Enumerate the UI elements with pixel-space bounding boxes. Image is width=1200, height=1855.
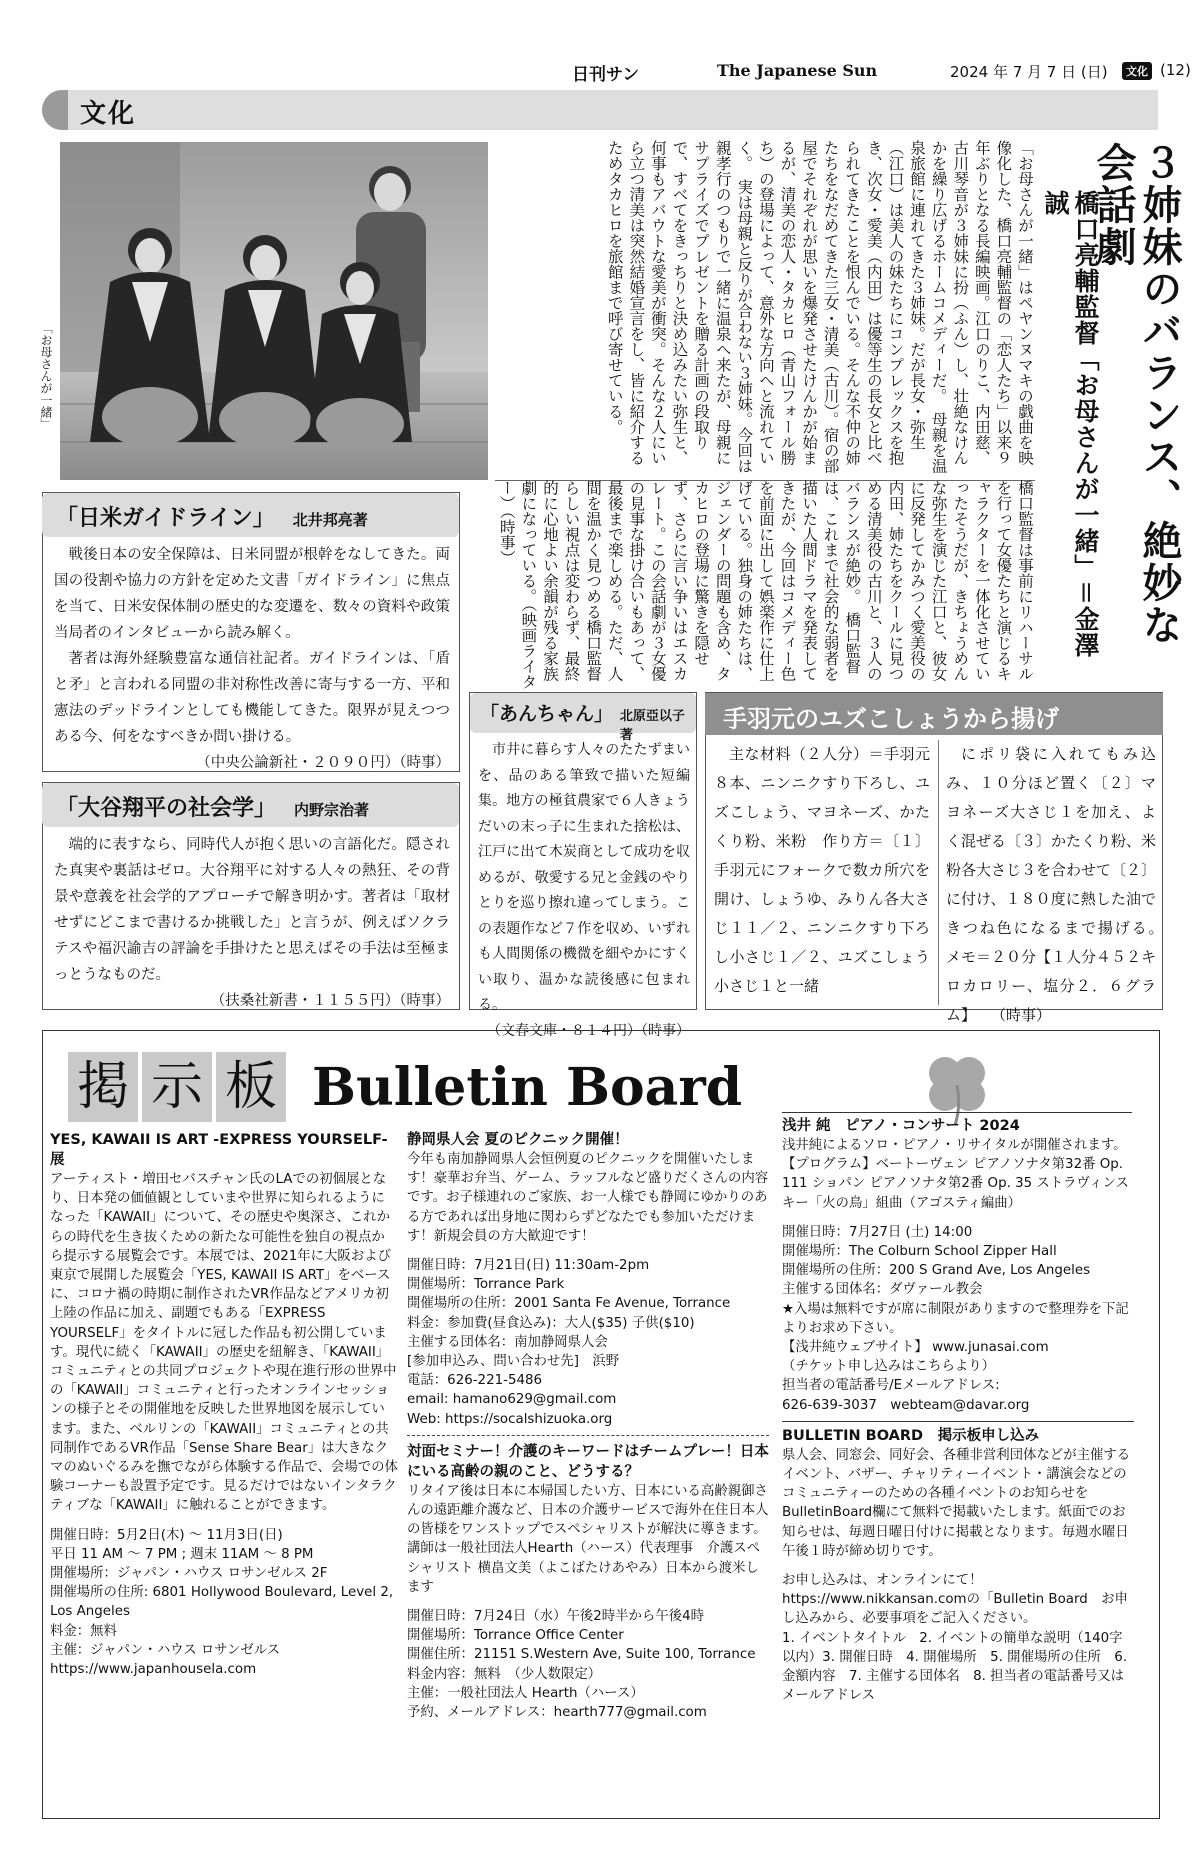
film-still-illustration [60, 142, 488, 480]
event-body: アーティスト・増田セバスチャン氏のLAでの初個展となり、日本発の価値観としていまや世界に知られるようになった「KAWAII」について、その歴史や奥深さ、これからの時代を生き抜くための新たな可能性を独自の視点から提示する展覧会です。本展では、2021年に大阪および東京で展開した展覧会「YES, KAWAII IS ART」をベースに、コロナ禍の時期に制作されたVR作品などアメリカ初上陸の作品に加え、副題でもある「EXPRESS YOURSELF」をタイトルに冠した作品も初公開しています。現代に続く「KAWAII」の歴史を紐解き、「KAWAII」コミュニティとの共同プロジェクトや現在進行形の世界中の「KAWAII」コミュニティと行ったオンラインセッションの様子とその開催地を反映した世界地図を展示しています。また、ベルリンの「KAWAII」コミュニティとの共同制作であるVR作品「Sense Share Bear」は大きなクマのぬいぐるみを撫でながら体験する作品で、会場での体験コーナーも設置予定です。見るだけではないインタラクティブな「KAWAII」に触れることができます。 [50, 1172, 398, 1514]
recipe-column-divider [938, 740, 939, 1005]
event-venue: 開催場所：Torrance Office Center [407, 1628, 624, 1644]
event-web: Web: https://socalshizuoka.org [407, 1411, 613, 1427]
recipe-text: 主な材料（２人分）＝手羽元８本、ニンニクすり下ろし、ユズこしょう、マヨネーズ、かたくり粉、米粉 作り方＝〔１〕手羽元にフォークで数カ所穴を開け、しょうゆ、みりん各大さじ１１／２、ニンニクすり下ろし小さじ１／２、ユズこしょう小さじ１と一緒 [714, 745, 930, 995]
recipe-column-1 [714, 740, 930, 1001]
photo-caption: 「お母さんが一緒」 [39, 322, 53, 430]
spacer [50, 1516, 398, 1526]
book-author: 北原亞以子著 [619, 709, 685, 743]
book-review-title-bar [42, 493, 459, 537]
event-fee: 料金：無料 [50, 1623, 117, 1639]
event-address: 開催場所の住所: 6801 Hollywood Boulevard, Level 2, Los Angeles [50, 1585, 394, 1620]
event-heading: 静岡県人会 夏のピクニック開催！ [407, 1132, 629, 1148]
book-review-paragraph: 端的に表すなら、同時代人が抱く思いの言語化だ。隠された真実や裏話はゼロ。大谷翔平に対する人々の熱狂、その背景や意義を社会学的アプローチで解き明かす。著者は「取材せずにどこまで書けるか挑戦した」と言うが、例えばソクラテスや福沢諭吉の評論を手掛けたと思えばその手法は至極まっとうなものだ。 [54, 837, 450, 983]
event-fee: 料金内容：無料 （少人数限定） [407, 1666, 602, 1682]
event-organizer: 主催：ジャパン・ハウス ロサンゼルス [50, 1642, 281, 1658]
event-note: ★入場は無料ですが席に制限がありますので整理券を下記よりお求め下さい。 [782, 1301, 1129, 1336]
book-review-title-bar [470, 693, 696, 743]
book-author: 北井邦亮著 [292, 511, 368, 529]
event-phone: 電話：626-221-5486 [407, 1373, 543, 1389]
recipe-column-2 [946, 740, 1172, 1030]
submission-body: 県人会、同窓会、同好会、各種非営利団体などが主催するイベント、バザー、チャリティーイベント・講演会などのコミュニティーのための各種イベントのお知らせをBulletinBoard欄にて無料で掲載いたします。紙面でのお知らせは、毎週日曜日付けに掲載となります。毎週水曜日午後１時が締め切りです。 [782, 1447, 1131, 1559]
event-ticket: （チケット申し込みはこちらより） [782, 1359, 996, 1375]
event-heading: YES, KAWAII IS ART -EXPRESS YOURSELF-展 [50, 1132, 388, 1168]
event-contact: 626-639-3037 webteam@davar.org [782, 1397, 1030, 1413]
event-heading: 浅井 純 ピアノ・コンサート 2024 [782, 1118, 1020, 1134]
feature-headline: ３姉妹のバランス、絶妙な会話劇 [1090, 142, 1183, 646]
event-address: 開催場所の住所：200 S Grand Ave, Los Angeles [782, 1263, 1091, 1279]
book-source: （中央公論新社・２０９０円）（時事） [196, 755, 450, 771]
event-contact: [参加申込み、問い合わせ先] 浜野 [407, 1354, 620, 1370]
film-still-photo [60, 142, 488, 480]
paper-name: 日刊サン [572, 65, 640, 85]
event-date: 開催日時：7月21日(日) 11:30am-2pm [407, 1258, 650, 1274]
book-review-paragraph: 戦後日本の安全保障は、日米同盟が根幹をなしてきた。両国の役割や協力の方針を定めた文書「ガイドライン」に焦点を当て、日米安保体制の歴史的な変遷を、数々の資料や政策当局者のインタビューから読み解く。 [54, 547, 450, 641]
section-header-cap [42, 90, 68, 130]
kanji-char: 板 [216, 1052, 286, 1122]
book-title: 「あんちゃん」 [480, 703, 614, 725]
spacer [407, 1597, 769, 1607]
feature-subhead: 橋口亮輔監督「お母さんが一緒」＝金澤誠 [1041, 190, 1100, 659]
section-badge: 文化 [1122, 62, 1152, 80]
event-hours: 平日 11 AM 〜 7 PM ; 週末 11AM 〜 8 PM [50, 1546, 314, 1562]
spacer [407, 1246, 769, 1256]
book-review-title-bar [42, 783, 459, 827]
event-body: リタイア後は日本に本帰国したい方、日本にいる高齢親御さんの遠距離介護など、日本の介護サービスで海外在住日本人の皆様をワンストップでスペシャリストが解決に導きます。講師は一般社団法人Hearth（ハース）代表理事 介護スペシャリスト 横畠文美（よこばたけあやみ）日本から渡米します [407, 1483, 769, 1595]
bulletin-middle-column [407, 1130, 769, 1722]
event-organizer: 主催：一般社団法人 Hearth（ハース） [407, 1685, 644, 1701]
submission-heading: BULLETIN BOARD 掲示板申し込み [782, 1427, 1040, 1444]
book-title: 「大谷翔平の社会学」 [56, 795, 277, 821]
kanji-char: 掲 [68, 1052, 138, 1122]
feature-body-lower: 橋口監督は事前にリハーサルを行って女優たちと演じるキャラクターを一体化させていったそうだが、きちょうめんな弥生を演じた江口と、彼女に反発してかみつく愛美役の内田、姉たちをクールに見つめる清美役の古川と、３人のバランスが絶妙。 橋口監督は、これまで社会的な弱者を描いた人間ドラマを発表してきたが、今回はコメディー色を前面に出して娯楽作に仕上げている。独身の姉たちは、ジェンダーの問題も含め、タカヒロの登場に驚きを隠せず、さらに言い争いはエスカレート。この会話劇が３女優の見事な掛け合いもあって、最後まで楽しめる。ただ、人間を温かく見つめる橋口監督らしい視点は変わらず、最終的に心地よい余韻が残る家族劇になっている。（映画ライター）（時事） [497, 480, 1034, 690]
event-venue: 開催場所：ジャパン・ハウス ロサンゼルス 2F [50, 1566, 328, 1582]
kanji-char: 示 [142, 1052, 212, 1122]
page-number: (12) [1160, 61, 1191, 79]
event-address: 開催住所：21151 S.Western Ave, Suite 100, Torrance [407, 1647, 756, 1663]
bulletin-board-english: Bulletin Board [312, 1056, 743, 1118]
event-date: 開催日時：5月2日(木) 〜 11月3日(日) [50, 1527, 283, 1543]
issue-date: 2024 年 7 月 7 日 (日) [950, 63, 1108, 81]
event-heading: 対面セミナー！介護のキーワードはチームプレー！日本にいる高齢の親のこと、どうする？ [407, 1443, 769, 1480]
event-reserve: 予約、メールアドレス：hearth777@gmail.com [407, 1705, 707, 1721]
submission-apply: お申し込みは、オンラインにて！https://www.nikkansan.comの「Bulletin Board お申し込みから、必要事項をご記入ください。 [782, 1573, 1128, 1627]
event-website: 【浅井純ウェブサイト】 www.junasai.com [782, 1340, 1049, 1356]
event-organizer: 主催する団体名：南加静岡県人会 [407, 1334, 608, 1350]
book-review-body [478, 738, 690, 1044]
event-contact-label: 担当者の電話番号/Eメールアドレス: [782, 1378, 1000, 1394]
event-url: https://www.japanhousela.com [50, 1662, 257, 1678]
event-address: 開催場所の住所：2001 Santa Fe Avenue, Torrance [407, 1296, 731, 1312]
event-fee: 料金：参加費(昼食込み)：大人($35) 子供($10) [407, 1315, 695, 1331]
event-venue: 開催場所：The Colburn School Zipper Hall [782, 1244, 1057, 1260]
section-label: 文化 [80, 99, 137, 129]
event-date: 開催日時：7月24日（水）午後2時半から午後4時 [407, 1609, 705, 1625]
bulletin-right-top-rule [782, 1112, 1132, 1113]
section-header [42, 90, 1158, 130]
book-author: 内野宗治著 [294, 801, 370, 819]
event-organizer: 主催する団体名：ダヴァール教会 [782, 1282, 983, 1298]
event-date: 開催日時：7月27日 (土) 14:00 [782, 1224, 973, 1240]
masthead [42, 58, 1191, 85]
feature-body-upper: 「お母さんが一緒」はペヤンヌマキの戯曲を映像化した、橋口亮輔監督の「恋人たち」以来９年ぶりとなる長編映画。江口のりこ、内田慈、古川琴音が３姉妹に扮（ふん）し、壮絶なけんかを繰り広げるホームコメディーだ。 母親を温泉旅館に連れてきた３姉妹。だが長女・弥生（江口）は美人の妹たちにコンプレックスを抱き、次女・愛美（内田）は優等生の長女と比べられてきたことを恨んでいる。そんな不仲の姉たちをなだめてきた三女・清美（古川）。宿の部屋でそれぞれが思いを爆発させたけんかが始まるが、清美の恋人・タカヒロ（青山フォール勝ち）の登場によって、意外な方向へと流れていく。 実は母親と反りが合わない３姉妹。今回は親孝行のつもりで一緒に温泉へ来たが、母親にサプライズでプレゼントを贈る計画の段取りで、すべてをきっちりと決め込みたい弥生と、何事もアバウトな愛美が衝突。そんな２人にいら立つ清美は突然結婚宣言をし、皆に紹介するためタカヒロを旅館まで呼び寄せている。 [605, 140, 1034, 474]
paper-english-name: The Japanese Sun [717, 61, 878, 80]
event-body: 浅井純によるソロ・ピアノ・リサイタルが開催されます。 【プログラム】ベートーヴェン ピアノソナタ第32番 Op. 111 ショパン ピアノソナタ第2番 Op. 35 ストラヴィンスキー「火の鳥」組曲（アゴスティ編曲） [782, 1138, 1134, 1211]
bulletin-board-title [68, 1052, 742, 1122]
event-body: 今年も南加静岡県人会恒例夏のピクニックを開催いたします！豪華お弁当、ゲーム、ラッフルなど盛りだくさんの内容です。お子様連れのご家族、お一人様でも静岡にゆかりのある方であれば出身地に関わらずどなたでも参加いただけます！新規会員の方大歓迎です！ [407, 1152, 769, 1244]
submission-items: 1. イベントタイトル 2. イベントの簡単な説明（140字以内）3. 開催日時 4. 開催場所 5. 開催場所の住所 6. 金額内容 7. 主催する団体名 8. 担当者の電話番号又はメールアドレス [782, 1630, 1128, 1704]
book-review-paragraph: 著者は海外経験豊富な通信社記者。ガイドラインは、「盾と矛」と言われる同盟の非対称性改善に寄与する一方、平和憲法のデッドラインとしても機能してきた。限界が見えつつある今、何をなすべきか問い掛ける。 [54, 651, 450, 745]
event-venue: 開催場所：Torrance Park [407, 1277, 565, 1293]
section-rule [782, 1421, 1134, 1422]
recipe-title: 手羽元のユズこしょうから揚げ [705, 693, 1163, 735]
book-review-body [54, 832, 450, 1014]
book-review-body [54, 542, 450, 776]
book-review-paragraph: 市井に暮らす人々のたたずまいを、品のある筆致で描いた短編集。地方の極貧農家で６人きょうだいの末っ子に生まれた捨松は、江戸に出て木炭商として成功を収めるが、敬愛する兄と金銭のやりとりを巡り擦れ違ってしまう。この表題作など７作を収め、いずれも人間関係の機微を細やかにすくい取り、温かな読後感に包まれる。 [478, 742, 690, 1013]
recipe-text: にポリ袋に入れてもみ込み、１０分ほど置く〔２〕マヨネーズ大さじ１を加え、よく混ぜる〔３〕かたくり粉、米粉各大さじ３を合わせて〔２〕に付け、１８０度に熱した油できつね色になるまで揚げる。 メモ＝２０分【１人分４５２キロカロリー、塩分２．６グラム】 （時事） [946, 745, 1172, 1024]
bulletin-board-kanji [68, 1052, 286, 1122]
book-title: 「日米ガイドライン」 [56, 505, 275, 531]
event-divider [407, 1435, 769, 1436]
bulletin-left-column [50, 1130, 398, 1679]
bulletin-right-column [782, 1116, 1134, 1705]
event-email: email: hamano629@gmail.com [407, 1392, 617, 1408]
spacer [782, 1561, 1134, 1571]
spacer [782, 1213, 1134, 1223]
book-source: （文春文庫・８１４円）（時事） [487, 1022, 690, 1039]
book-source: （扶桑社新書・１１５５円）（時事） [210, 993, 450, 1009]
